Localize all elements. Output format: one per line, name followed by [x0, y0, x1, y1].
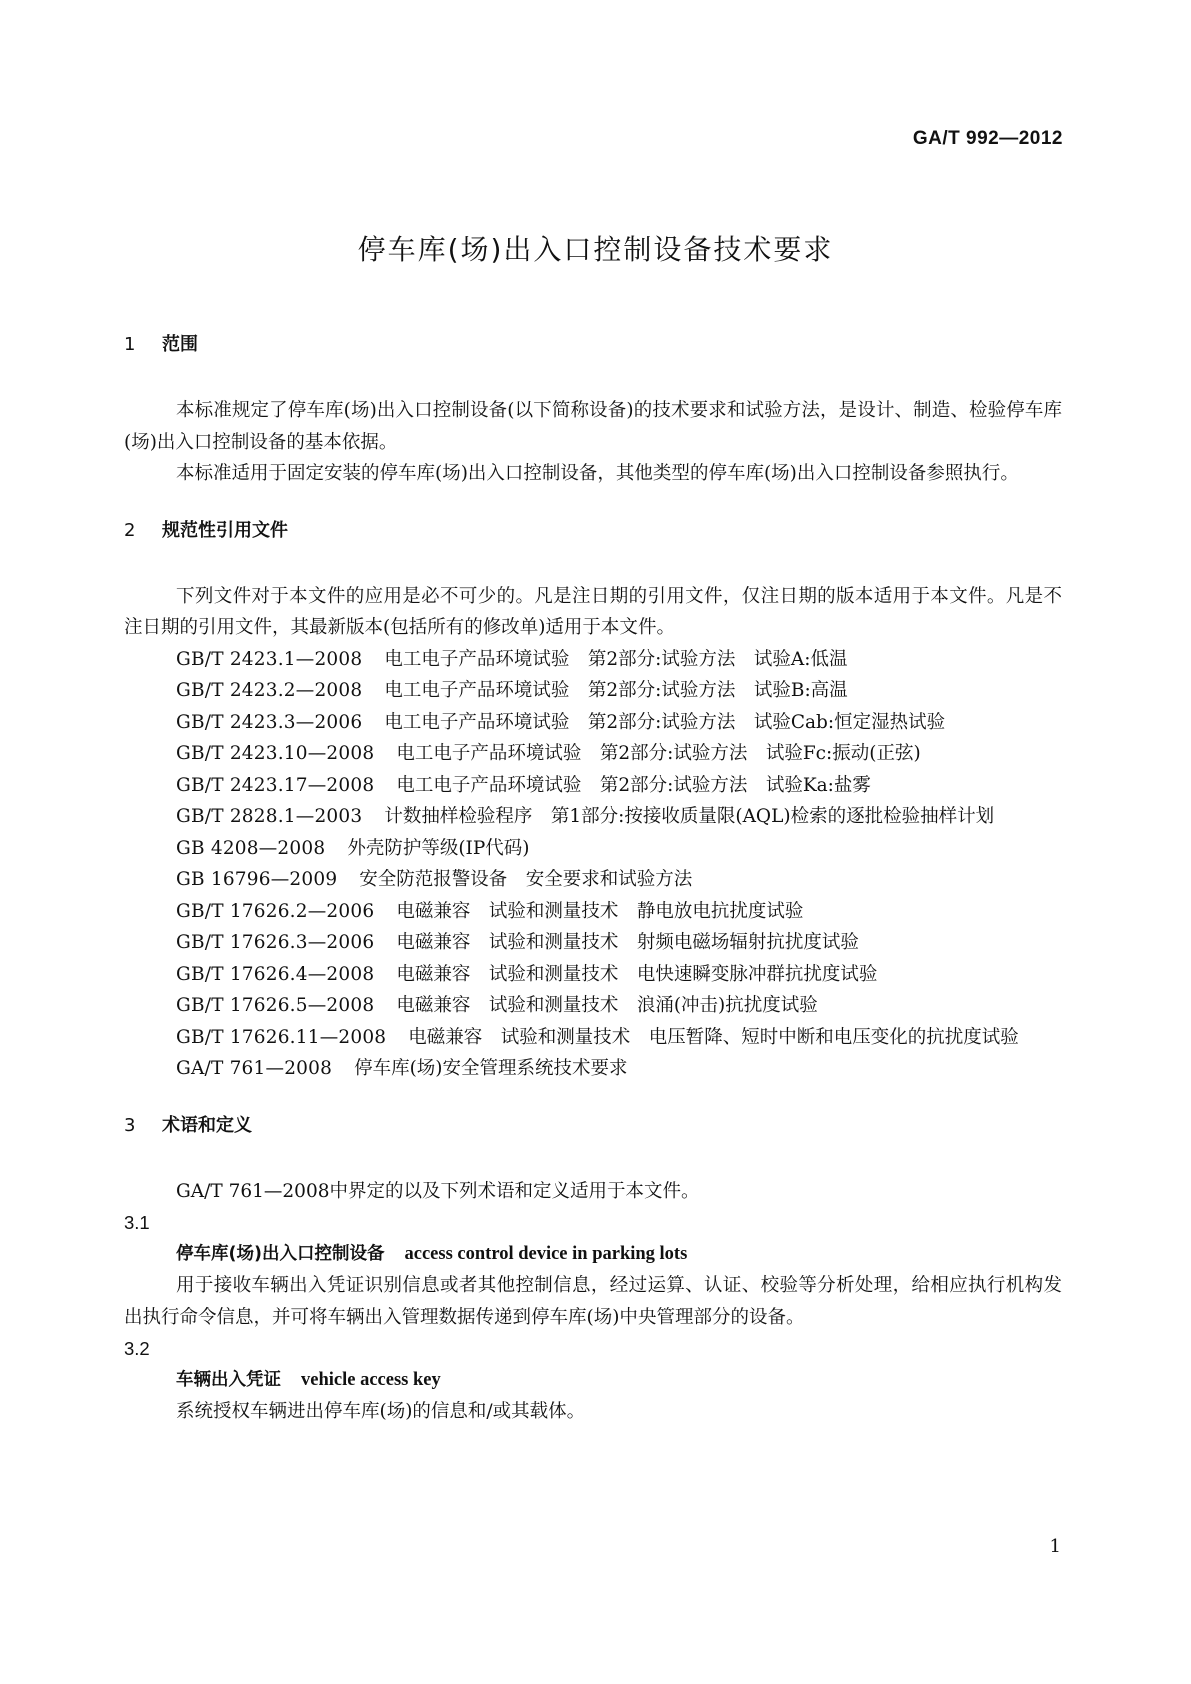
reference-code: GB/T 2423.2—2008 [176, 680, 363, 701]
section-heading-scope [124, 330, 1062, 360]
reference-code: GB/T 2423.1—2008 [176, 648, 363, 670]
page-number: 1 [1049, 1536, 1061, 1557]
reference-title: 电工电子产品环境试验 第2部分:试验方法 试验Ka:盐雾 [396, 774, 871, 796]
section-title: 规范性引用文件 [162, 519, 288, 541]
paragraph: GA/T 761—2008中界定的以及下列术语和定义适用于本文件。 [176, 1180, 700, 1202]
reference-title: 外壳防护等级(IP代码) [347, 837, 530, 859]
document-body [124, 330, 1062, 1428]
term-zh: 车辆出入凭证 [176, 1369, 281, 1390]
term-number: 3.1 [124, 1212, 150, 1233]
reference-item [124, 990, 1062, 1022]
reference-code: GB/T 2828.1—2003 [176, 806, 363, 827]
reference-title: 电工电子产品环境试验 第2部分:试验方法 试验Cab:恒定湿热试验 [384, 711, 946, 733]
reference-code: GA/T 761—2008 [176, 1058, 333, 1079]
reference-item [124, 644, 1062, 676]
reference-title: 电磁兼容 试验和测量技术 静电放电抗扰度试验 [396, 900, 804, 922]
reference-code: GB/T 2423.3—2006 [176, 711, 363, 733]
reference-item [124, 896, 1062, 928]
term-definition: 系统授权车辆进出停车库(场)的信息和/或其载体。 [176, 1401, 586, 1422]
reference-item [124, 959, 1062, 991]
reference-title: 电磁兼容 试验和测量技术 浪涌(冲击)抗扰度试验 [396, 995, 818, 1016]
reference-code: GB/T 17626.11—2008 [176, 1026, 387, 1048]
reference-code: GB/T 2423.10—2008 [176, 743, 375, 764]
paragraph: 下列文件对于本文件的应用是必不可少的。凡是注日期的引用文件，仅注日期的版本适用于本文件。凡是不注日期的引用文件，其最新版本(包括所有的修改单)适用于本文件。 [124, 585, 1062, 638]
reference-item [124, 738, 1062, 770]
document-title: 停车库(场)出入口控制设备技术要求 [357, 233, 834, 266]
reference-item [124, 675, 1062, 707]
section-number: 2 [124, 519, 136, 541]
reference-item [124, 927, 1062, 959]
term-number: 3.2 [124, 1338, 150, 1359]
reference-title: 停车库(场)安全管理系统技术要求 [354, 1058, 628, 1079]
paragraph: 本标准适用于固定安装的停车库(场)出入口控制设备，其他类型的停车库(场)出入口控制设备参照执行。 [176, 463, 1019, 484]
section-title: 范围 [162, 334, 198, 355]
reference-title: 安全防范报警设备 安全要求和试验方法 [359, 869, 693, 890]
term-en: access control device in parking lots [404, 1243, 688, 1264]
reference-title: 计数抽样检验程序 第1部分:按接收质量限(AQL)检索的逐批检验抽样计划 [384, 806, 995, 827]
section-number: 1 [124, 334, 136, 355]
standard-code: GA/T 992—2012 [912, 128, 1063, 149]
reference-item [124, 833, 1062, 865]
section-heading-terms [124, 1111, 1062, 1141]
paragraph: 本标准规定了停车库(场)出入口控制设备(以下简称设备)的技术要求和试验方法，是设计、制造、检验停车库(场)出入口控制设备的基本依据。 [124, 400, 1062, 453]
reference-code: GB/T 17626.5—2008 [176, 995, 375, 1016]
reference-item [124, 1022, 1062, 1054]
reference-code: GB 16796—2009 [176, 869, 338, 890]
reference-item [124, 801, 1062, 833]
term-en: vehicle access key [301, 1369, 441, 1390]
reference-list [124, 644, 1062, 1085]
section-title: 术语和定义 [162, 1114, 252, 1136]
reference-title: 电磁兼容 试验和测量技术 电快速瞬变脉冲群抗扰度试验 [396, 963, 878, 985]
reference-title: 电磁兼容 试验和测量技术 电压暂降、短时中断和电压变化的抗扰度试验 [408, 1026, 1019, 1048]
reference-item [124, 1053, 1062, 1085]
reference-code: GB/T 17626.2—2006 [176, 900, 375, 922]
term-heading [124, 1365, 1062, 1397]
term-zh: 停车库(场)出入口控制设备 [176, 1243, 385, 1264]
reference-title: 电工电子产品环境试验 第2部分:试验方法 试验A:低温 [384, 648, 848, 670]
section-number: 3 [124, 1114, 136, 1136]
reference-code: GB/T 17626.4—2008 [176, 963, 375, 985]
reference-item [124, 864, 1062, 896]
reference-code: GB/T 17626.3—2006 [176, 932, 375, 953]
reference-code: GB 4208—2008 [176, 837, 326, 859]
reference-item [124, 707, 1062, 739]
reference-title: 电工电子产品环境试验 第2部分:试验方法 试验Fc:振动(正弦) [396, 743, 921, 764]
reference-item [124, 770, 1062, 802]
reference-title: 电磁兼容 试验和测量技术 射频电磁场辐射抗扰度试验 [396, 932, 859, 953]
term-definition: 用于接收车辆出入凭证识别信息或者其他控制信息，经过运算、认证、校验等分析处理，给相应执行机构发出执行命令信息，并可将车辆出入管理数据传递到停车库(场)中央管理部分的设备。 [124, 1275, 1062, 1328]
reference-title: 电工电子产品环境试验 第2部分:试验方法 试验B:高温 [384, 680, 848, 701]
term-heading [124, 1239, 1062, 1271]
section-heading-references [124, 516, 1062, 546]
reference-code: GB/T 2423.17—2008 [176, 774, 375, 796]
